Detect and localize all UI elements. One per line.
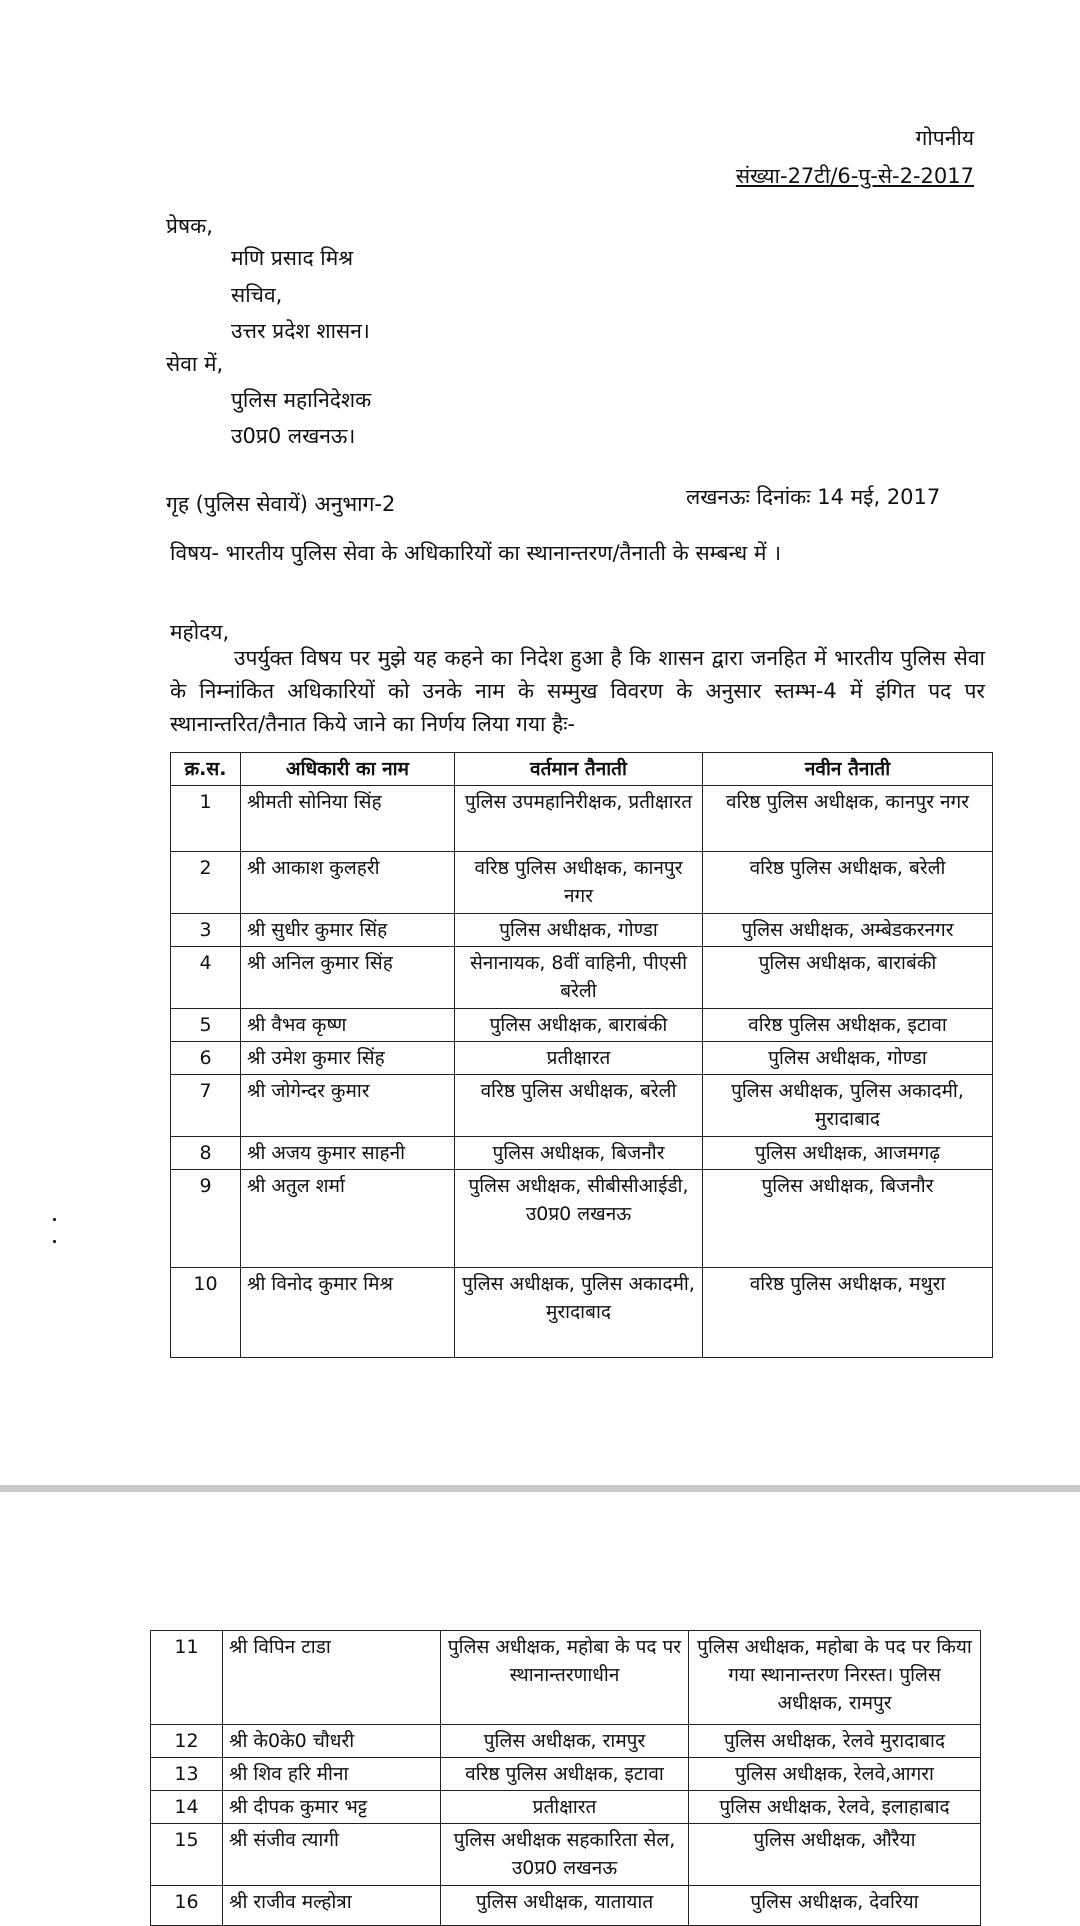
cell-current-posting: प्रतीक्षारत	[441, 1791, 689, 1824]
cell-new-posting: वरिष्ठ पुलिस अधीक्षक, कानपुर नगर	[703, 786, 993, 852]
cell-current-posting: वरिष्ठ पुलिस अधीक्षक, बरेली	[455, 1075, 703, 1137]
cell-current-posting: पुलिस अधीक्षक, रामपुर	[441, 1725, 689, 1758]
cell-current-posting: पुलिस अधीक्षक, महोबा के पद पर स्थानान्तरणाधीन	[441, 1631, 689, 1725]
cell-serial: 2	[171, 852, 241, 914]
transfer-table	[170, 752, 993, 1358]
cell-current-posting: पुलिस अधीक्षक, बाराबंकी	[455, 1009, 703, 1042]
scan-mark	[53, 1240, 56, 1243]
cell-current-posting: सेनानायक, 8वीं वाहिनी, पीएसी बरेली	[455, 947, 703, 1009]
table-row	[171, 947, 993, 1009]
table-row	[171, 786, 993, 852]
page-separator	[0, 1485, 1080, 1492]
cell-current-posting: वरिष्ठ पुलिस अधीक्षक, कानपुर नगर	[455, 852, 703, 914]
table-row	[171, 852, 993, 914]
table-row	[171, 1075, 993, 1137]
cell-officer-name: श्री विनोद कुमार मिश्र	[241, 1268, 455, 1358]
cell-current-posting: वरिष्ठ पुलिस अधीक्षक, इटावा	[441, 1758, 689, 1791]
cell-new-posting: पुलिस अधीक्षक, रेलवे मुरादाबाद	[689, 1725, 981, 1758]
recipient-office: उ0प्र0 लखनऊ।	[231, 424, 356, 448]
body-paragraph: उपर्युक्त विषय पर मुझे यह कहने का निदेश हुआ है कि शासन द्वारा जनहित में भारतीय पुलिस सेवा के निम्नांकित अधिकारियों को उनके नाम के सम्मुख विवरण के अनुसार स्तम्भ-4 में इंगित पद पर स्थानान्तरित/तैनात किये जाने का निर्णय लिया गया हैः-	[170, 646, 985, 736]
cell-current-posting: पुलिस अधीक्षक, यातायात	[441, 1886, 689, 1926]
cell-new-posting: पुलिस अधीक्षक, बाराबंकी	[703, 947, 993, 1009]
cell-officer-name: श्री संजीव त्यागी	[223, 1824, 441, 1886]
cell-officer-name: श्री सुधीर कुमार सिंह	[241, 914, 455, 947]
cell-current-posting: पुलिस उपमहानिरीक्षक, प्रतीक्षारत	[455, 786, 703, 852]
cell-officer-name: श्री दीपक कुमार भट्ट	[223, 1791, 441, 1824]
table-row	[151, 1824, 981, 1886]
cell-serial: 5	[171, 1009, 241, 1042]
cell-current-posting: पुलिस अधीक्षक सहकारिता सेल, उ0प्र0 लखनऊ	[441, 1824, 689, 1886]
cell-officer-name: श्री जोगेन्दर कुमार	[241, 1075, 455, 1137]
cell-officer-name: श्री विपिन टाडा	[223, 1631, 441, 1725]
cell-serial: 13	[151, 1758, 223, 1791]
cell-officer-name: श्री राजीव मल्होत्रा	[223, 1886, 441, 1926]
scan-mark	[53, 1218, 56, 1221]
table-row	[151, 1631, 981, 1725]
cell-new-posting: पुलिस अधीक्षक, अम्बेडकरनगर	[703, 914, 993, 947]
sender-designation: सचिव,	[231, 283, 283, 307]
cell-new-posting: पुलिस अधीक्षक, बिजनौर	[703, 1170, 993, 1268]
table-row	[171, 914, 993, 947]
cell-serial: 3	[171, 914, 241, 947]
cell-serial: 10	[171, 1268, 241, 1358]
cell-officer-name: श्रीमती सोनिया सिंह	[241, 786, 455, 852]
cell-new-posting: पुलिस अधीक्षक, औरैया	[689, 1824, 981, 1886]
table-row	[151, 1791, 981, 1824]
table-row	[171, 1042, 993, 1075]
cell-officer-name: श्री वैभव कृष्ण	[241, 1009, 455, 1042]
place-date: लखनऊः दिनांकः 14 मई, 2017	[686, 485, 941, 509]
recipient-designation: पुलिस महानिदेशक	[231, 388, 372, 412]
cell-new-posting: पुलिस अधीक्षक, देवरिया	[689, 1886, 981, 1926]
table-row	[151, 1758, 981, 1791]
sender-label: प्रेषक,	[166, 214, 213, 238]
classification-label: गोपनीय	[915, 126, 974, 150]
cell-officer-name: श्री अनिल कुमार सिंह	[241, 947, 455, 1009]
cell-new-posting: वरिष्ठ पुलिस अधीक्षक, इटावा	[703, 1009, 993, 1042]
cell-serial: 9	[171, 1170, 241, 1268]
cell-officer-name: श्री शिव हरि मीना	[223, 1758, 441, 1791]
table-row	[171, 1170, 993, 1268]
cell-serial: 6	[171, 1042, 241, 1075]
transfer-table-continued	[150, 1630, 981, 1926]
cell-current-posting: पुलिस अधीक्षक, पुलिस अकादमी, मुरादाबाद	[455, 1268, 703, 1358]
cell-serial: 4	[171, 947, 241, 1009]
cell-new-posting: पुलिस अधीक्षक, गोण्डा	[703, 1042, 993, 1075]
cell-officer-name: श्री अतुल शर्मा	[241, 1170, 455, 1268]
table-row	[151, 1725, 981, 1758]
cell-officer-name: श्री आकाश कुलहरी	[241, 852, 455, 914]
sender-office: उत्तर प्रदेश शासन।	[231, 319, 370, 343]
table-row	[171, 1268, 993, 1358]
header-serial: क्र.स.	[171, 753, 241, 786]
cell-new-posting: वरिष्ठ पुलिस अधीक्षक, मथुरा	[703, 1268, 993, 1358]
cell-serial: 1	[171, 786, 241, 852]
cell-serial: 8	[171, 1137, 241, 1170]
salutation: महोदय,	[170, 620, 230, 644]
subject-line: विषय- भारतीय पुलिस सेवा के अधिकारियों का स्थानान्तरण/तैनाती के सम्बन्ध में ।	[170, 541, 782, 565]
cell-serial: 11	[151, 1631, 223, 1725]
sender-name: मणि प्रसाद मिश्र	[231, 246, 354, 270]
recipient-label: सेवा में,	[166, 352, 224, 376]
cell-officer-name: श्री अजय कुमार साहनी	[241, 1137, 455, 1170]
cell-officer-name: श्री उमेश कुमार सिंह	[241, 1042, 455, 1075]
table-row	[171, 1137, 993, 1170]
cell-serial: 12	[151, 1725, 223, 1758]
header-new-posting: नवीन तैनाती	[703, 753, 993, 786]
cell-serial: 15	[151, 1824, 223, 1886]
cell-serial: 14	[151, 1791, 223, 1824]
cell-new-posting: पुलिस अधीक्षक, महोबा के पद पर किया गया स्थानान्तरण निरस्त। पुलिस अधीक्षक, रामपुर	[689, 1631, 981, 1725]
cell-current-posting: प्रतीक्षारत	[455, 1042, 703, 1075]
cell-current-posting: पुलिस अधीक्षक, बिजनौर	[455, 1137, 703, 1170]
document-page-2	[0, 1492, 1080, 1920]
cell-new-posting: पुलिस अधीक्षक, आजमगढ़	[703, 1137, 993, 1170]
cell-new-posting: वरिष्ठ पुलिस अधीक्षक, बरेली	[703, 852, 993, 914]
cell-new-posting: पुलिस अधीक्षक, रेलवे, इलाहाबाद	[689, 1791, 981, 1824]
cell-new-posting: पुलिस अधीक्षक, पुलिस अकादमी, मुरादाबाद	[703, 1075, 993, 1137]
cell-new-posting: पुलिस अधीक्षक, रेलवे,आगरा	[689, 1758, 981, 1791]
cell-current-posting: पुलिस अधीक्षक, गोण्डा	[455, 914, 703, 947]
header-officer-name: अधिकारी का नाम	[241, 753, 455, 786]
cell-current-posting: पुलिस अधीक्षक, सीबीसीआईडी, उ0प्र0 लखनऊ	[455, 1170, 703, 1268]
reference-number: संख्या-27टी/6-पु-से-2-2017	[735, 164, 974, 188]
table-row	[171, 1009, 993, 1042]
cell-serial: 16	[151, 1886, 223, 1926]
header-current-posting: वर्तमान तैनाती	[455, 753, 703, 786]
cell-serial: 7	[171, 1075, 241, 1137]
table-header-row	[171, 753, 993, 786]
cell-officer-name: श्री के0के0 चौधरी	[223, 1725, 441, 1758]
department-line: गृह (पुलिस सेवायें) अनुभाग-2	[166, 492, 396, 516]
